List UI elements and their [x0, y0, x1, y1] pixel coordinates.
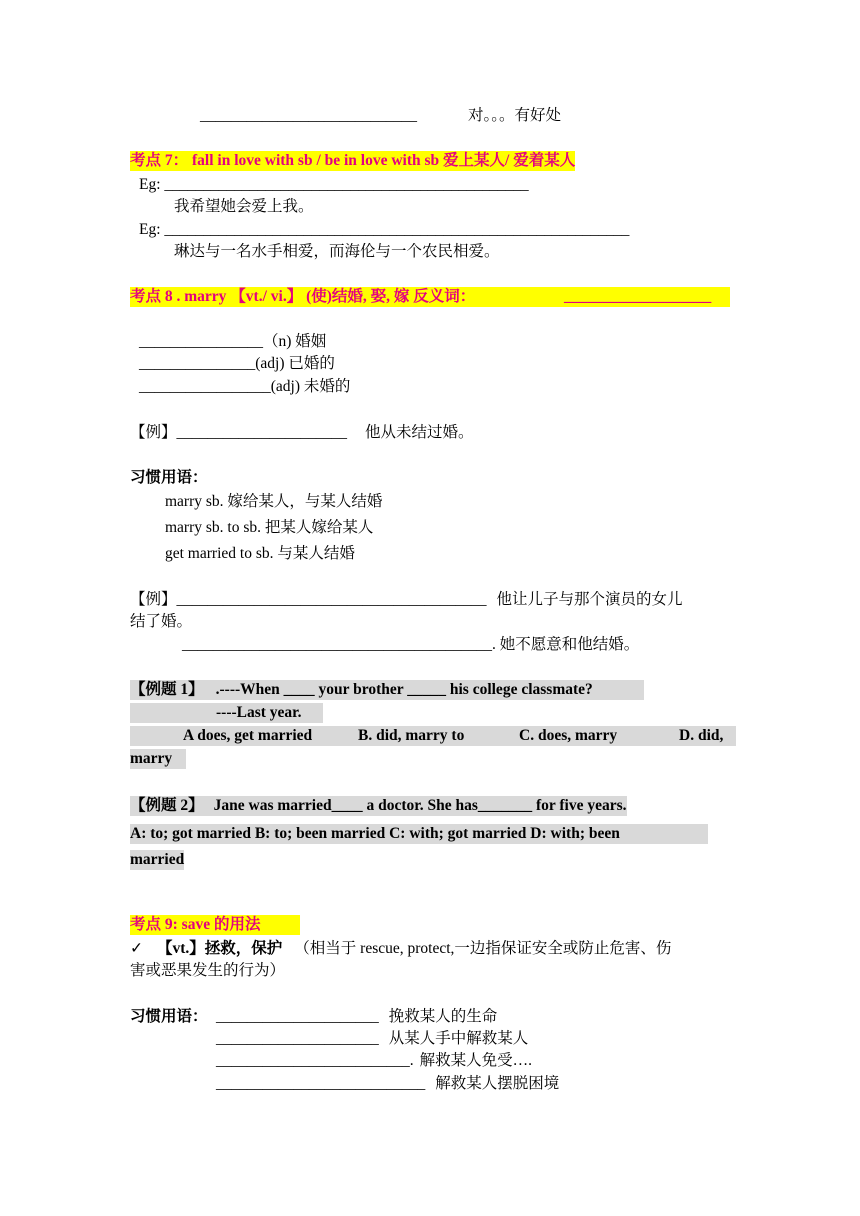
word-form-gloss: (adj) 未婚的	[270, 378, 351, 395]
gloss-text: 对。。。有好处	[468, 107, 562, 124]
word-form-gloss: （n) 婚姻	[263, 333, 327, 350]
idiom-blank[interactable]: _________________________.	[216, 1052, 414, 1069]
idioms-label: 习惯用语：	[130, 469, 208, 486]
question-2-options[interactable]: A: to; got married B: to; been married C: with; got married D: with; been	[130, 824, 708, 844]
check-icon: ✓	[130, 939, 143, 957]
idiom-text: 从某人手中解救某人	[388, 1030, 529, 1047]
idiom-blank[interactable]: ___________________________	[216, 1075, 426, 1092]
question-stem: .----When ____ your brother _____ his college classmate?	[215, 681, 593, 698]
example-text: 他从未结过婚。	[365, 424, 474, 441]
example-translation: 琳达与一名水手相爱，而海伦与一个农民相爱。	[174, 243, 500, 260]
idiom-row	[216, 1029, 528, 1049]
section-title-kd7: 考点 7： fall in love with sb / be in love with sb 爱上某人/ 爱着某人	[130, 152, 576, 169]
section-title-kd9: 考点 9: save 的用法	[130, 915, 300, 935]
answer-blank[interactable]: ____________________________	[200, 107, 417, 124]
example-blank[interactable]: ________________________________________	[176, 591, 487, 608]
idiom-text: 挽救某人的生命	[388, 1008, 498, 1025]
example-row	[130, 590, 683, 610]
question-2-options-cont: married	[130, 851, 185, 868]
antonym-blank[interactable]: ___________________	[564, 288, 712, 305]
section-title-kd8	[130, 287, 730, 307]
example-row	[182, 635, 639, 655]
idiom-item: marry sb. 嫁给某人，与某人结婚	[165, 493, 383, 510]
question-stem: Jane was married____ a doctor. She has_______ for five years.	[213, 797, 627, 814]
option-d-cont: marry	[130, 750, 173, 767]
idiom-blank[interactable]: _____________________	[216, 1030, 379, 1047]
example-text: 他让儿子与那个演员的女儿	[496, 591, 683, 608]
word-form-blank[interactable]: _________________	[139, 378, 271, 395]
word-form-blank[interactable]: _______________	[139, 355, 256, 372]
definition-label: 【vt.】拯救，保护	[157, 940, 283, 957]
example-blank[interactable]: Eg: ____________________________________________________________	[139, 221, 630, 238]
question-label: 【例题 2】	[130, 797, 204, 814]
definition-row	[130, 938, 671, 959]
option-d[interactable]: D. did,	[679, 727, 724, 744]
definition-text: （相当于 rescue, protect,一边指保证安全或防止危害、伤	[294, 940, 672, 957]
word-form-row	[139, 377, 350, 397]
definition-text-cont: 害或恶果发生的行为）	[130, 962, 286, 979]
section-title-text: 考点 8 . marry 【vt./ vi.】 (使)结婚, 娶, 嫁 反义词：	[130, 288, 476, 305]
option-b[interactable]: B. did, marry to	[358, 727, 465, 744]
question-answer-line: ----Last year.	[216, 704, 302, 721]
idioms-label: 习惯用语：	[130, 1008, 208, 1025]
example-blank[interactable]: Eg: _______________________________________________	[139, 176, 529, 193]
idiom-item: marry sb. to sb. 把某人嫁给某人	[165, 519, 374, 536]
option-a[interactable]: A does, get married	[183, 727, 313, 744]
idiom-row	[216, 1074, 559, 1094]
example-blank[interactable]: ________________________________________	[182, 636, 492, 653]
example-text-cont: 结了婚。	[130, 613, 193, 630]
word-form-row	[139, 354, 335, 374]
example-blank[interactable]: ______________________	[176, 424, 348, 441]
option-c[interactable]: C. does, marry	[519, 727, 618, 744]
example-row	[130, 423, 474, 443]
idiom-blank[interactable]: _____________________	[216, 1008, 379, 1025]
idiom-text: 解救某人摆脱困境	[435, 1075, 560, 1092]
example-label: 【例】	[130, 591, 177, 608]
question-label: 【例题 1】	[130, 681, 204, 698]
word-form-blank[interactable]: ________________	[139, 333, 263, 350]
idiom-row	[216, 1007, 497, 1027]
word-form-row	[139, 332, 326, 352]
question-1	[130, 680, 593, 700]
question-2	[130, 796, 627, 816]
example-label: 【例】	[130, 424, 177, 441]
idiom-row	[216, 1051, 532, 1071]
word-form-gloss: (adj) 已婚的	[255, 355, 335, 372]
example-text: . 她不愿意和他结婚。	[492, 636, 640, 653]
example-translation: 我希望她会爱上我。	[174, 198, 314, 215]
idiom-text: 解救某人免受….	[419, 1052, 533, 1069]
idiom-item: get married to sb. 与某人结婚	[165, 545, 355, 562]
